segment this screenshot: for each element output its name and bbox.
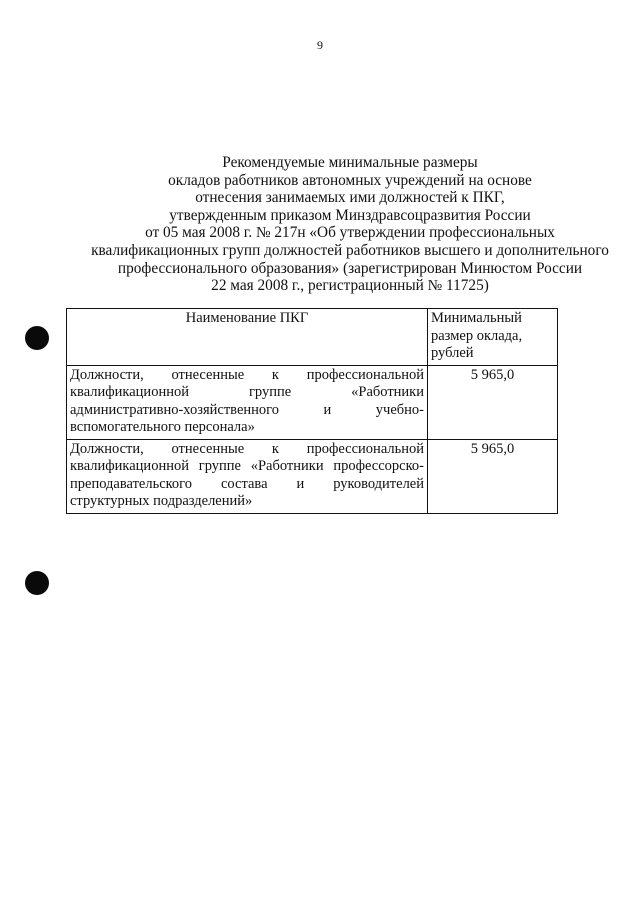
heading-line: от 05 мая 2008 г. № 217н «Об утверждении профессиональных [145, 224, 555, 242]
heading-line: Рекомендуемые минимальные размеры [222, 154, 478, 171]
row-min-salary: 5 965,0 [428, 365, 558, 439]
header-pkg-name: Наименование ПКГ [67, 309, 428, 366]
row-pkg-name: Должности, отнесенные к профессиональной квалификационной группе «Работники профессорско-преподавательского состава и руководителей структурных подразделений» [67, 439, 428, 513]
heading-line: 22 мая 2008 г., регистрационный № 11725) [211, 277, 489, 295]
document-heading [80, 154, 620, 295]
row-pkg-name: Должности, отнесенные к профессиональной квалификационной группе «Работники административно-хозяйственного и учебно-вспомогательного персонала» [67, 365, 428, 439]
heading-line: профессионального образования» (зарегистрирован Минюстом России [117, 259, 583, 277]
row-min-salary: 5 965,0 [428, 439, 558, 513]
table-row [67, 439, 558, 513]
header-min-salary: Минимальный размер оклада, рублей [428, 309, 558, 366]
heading-line: окладов работников автономных учреждений на основе [168, 171, 532, 189]
page-number: 9 [317, 38, 323, 52]
table-header-row [67, 309, 558, 366]
salary-table [66, 308, 558, 514]
punch-hole-mark [25, 326, 49, 350]
heading-line: утвержденным приказом Минздравсоцразвития России [169, 206, 531, 224]
heading-line: отнесения занимаемых ими должностей к ПКГ, [195, 189, 505, 207]
punch-hole-mark [25, 571, 49, 595]
heading-line: квалификационных групп должностей работников высшего и дополнительного [91, 241, 609, 259]
table-row [67, 365, 558, 439]
